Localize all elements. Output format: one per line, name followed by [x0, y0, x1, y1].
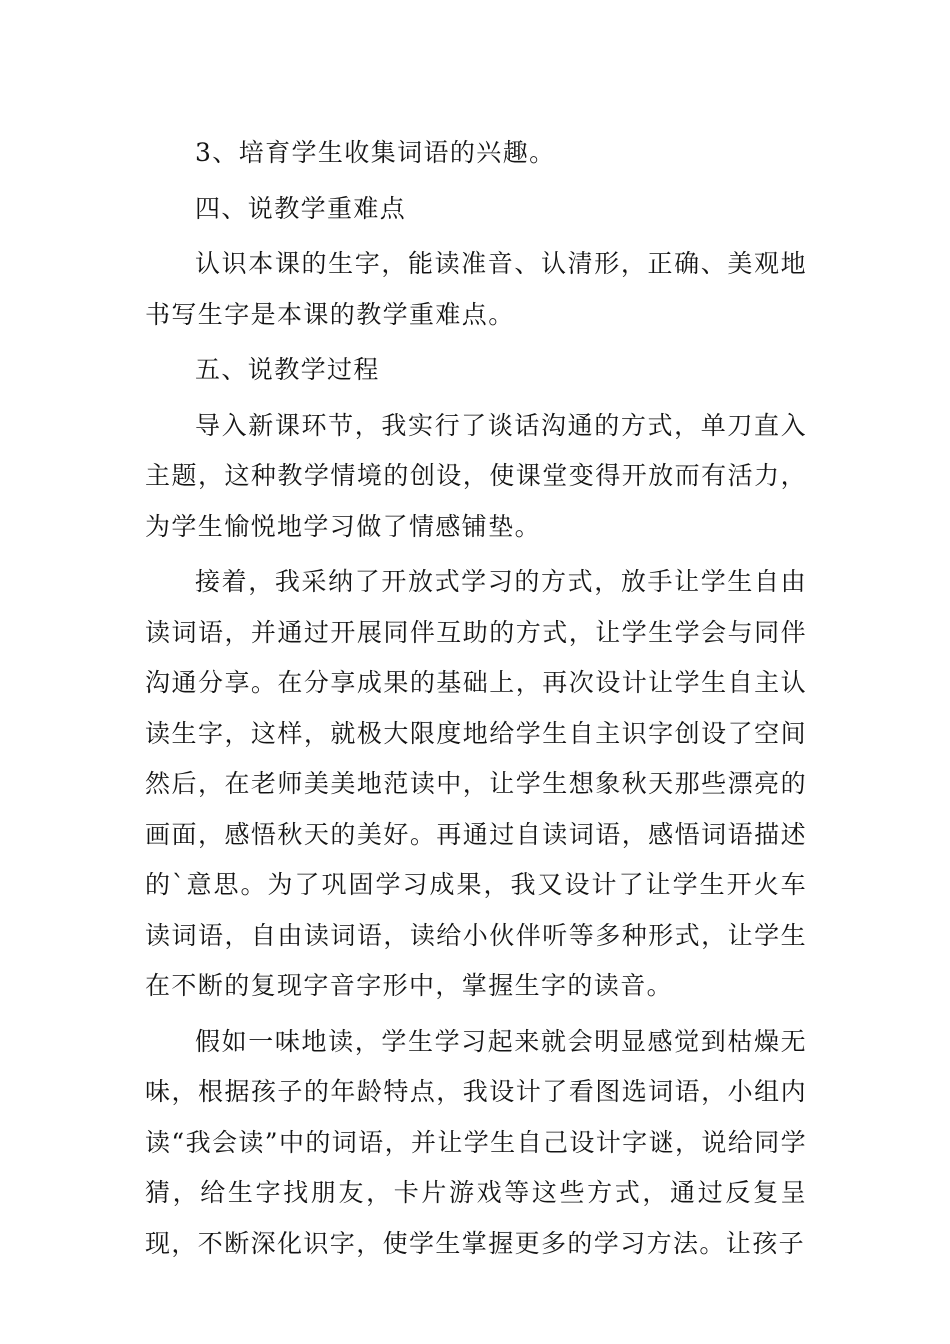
paragraph-goal-3: 3、培育学生收集词语的兴趣。 [195, 138, 556, 167]
heading-teaching-process: 五、说教学过程 [195, 355, 380, 384]
heading-key-difficulties: 四、说教学重难点 [195, 193, 407, 223]
document-body [145, 128, 807, 1269]
paragraph-varied-reading: 假如一味地读，学生学习起来就会明显感觉到枯燥无味，根据孩子的年龄特点，我设计了看图选词语，小组内读“我会读”中的词语，并让学生自己设计字谜，说给同学猜，给生字找朋友，卡片游戏等这些方式，通过反复呈现，不断深化识字，使学生掌握更多的学习方法。让孩子 [145, 1026, 807, 1258]
paragraph-open-learning: 接着，我采纳了开放式学习的方式，放手让学生自由读词语，并通过开展同伴互助的方式，让学生学会与同伴沟通分享。在分享成果的基础上，再次设计让学生自主认读生字，这样，就极大限度地给学生自主识字创设了空间然后，在老师美美地范读中，让学生想象秋天那些漂亮的画面，感悟秋天的美好。再通过自读词语，感悟词语描述的`意思。为了巩固学习成果，我又设计了让学生开火车读词语，自由读词语，读给小伙伴听等多种形式，让学生在不断的复现字音字形中，掌握生字的读音。 [145, 567, 807, 1000]
paragraph-introduction: 导入新课环节，我实行了谈话沟通的方式，单刀直入主题，这种教学情境的创设，使课堂变得开放而有活力，为学生愉悦地学习做了情感铺垫。 [145, 410, 807, 541]
paragraph-key-difficulties: 认识本课的生字，能读准音、认清形，正确、美观地书写生字是本课的教学重难点。 [145, 249, 807, 329]
